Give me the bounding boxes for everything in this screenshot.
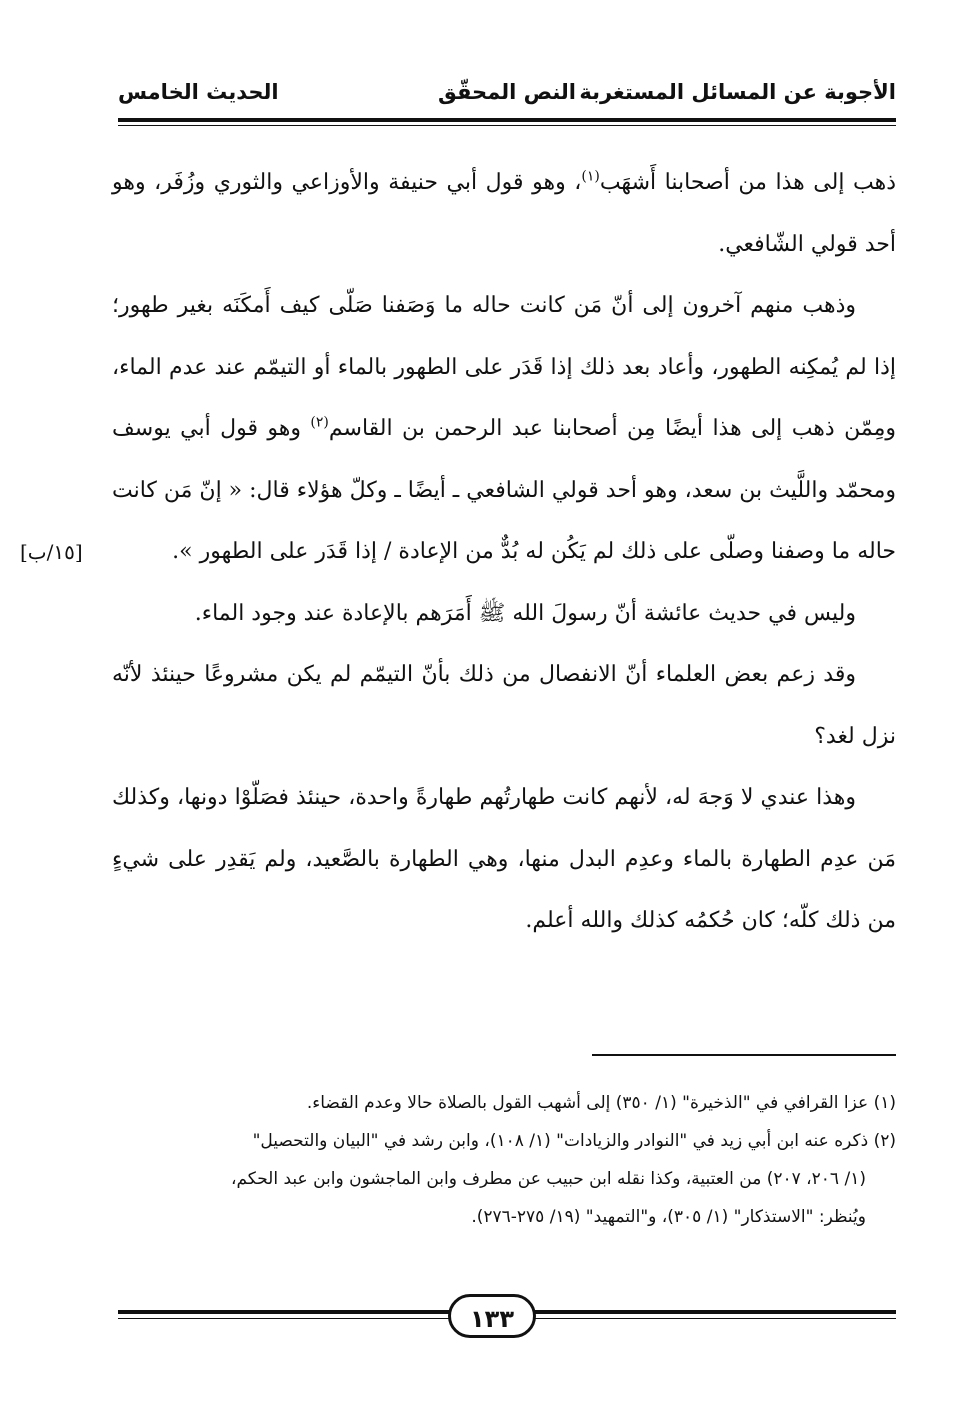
header-rule-thick	[118, 118, 896, 122]
paragraph-2	[112, 275, 896, 583]
p2-text-b: وهو قول أبي يوسف ومحمّد واللَّيث بن سعد، وهو أحد قولي الشافعي ـ أيضًا ـ وكلّ هؤلاء قال: « إنّ مَن كانت حاله ما وصفنا وصلّى على ذلك لم يَكُن له بُدٌّ من الإعادة / إذا قَدَر على الطهور ».	[112, 416, 896, 564]
chapter-title: الحديث الخامس	[118, 80, 279, 104]
footnote-ref-1[interactable]: (١)	[581, 168, 600, 185]
main-text	[112, 152, 896, 952]
p1-text-b: ، وهو قول أبي حنيفة والأوزاعي والثوري وزُفَر، وهو أحد قولي الشّافعي.	[112, 170, 896, 257]
folio-marker: [١٥/ب]	[20, 540, 83, 564]
footnote-1: (١) عزا القرافي في "الذخيرة" (١/ ٣٥٠) إلى أشهب القول بالصلاة حالا وعدم القضاء.	[306, 1093, 896, 1113]
header-rule-thin	[118, 125, 896, 126]
paragraph-5: وهذا عندي لا وَجهَ له، لأنهم كانت طهارتُهم طهارةً واحدة، حينئذ فصَلّوْا دونها، وكذلك مَن عدِم الطهارة بالماء وعدِم البدل منها، وهي الطهارة بالصَّعيد، ولم يَقدِر على شيءٍ من ذلك كلّه؛ كان حُكمُه كذلك والله أعلم.	[112, 785, 896, 933]
footnote-2-line-3: ويُنظر: "الاستذكار" (١/ ٣٠٥)، و"التمهيد" (١٩/ ٢٧٥-٢٧٦).	[471, 1207, 866, 1227]
section-title: النص المحقّق	[438, 80, 576, 104]
page-number: ١٣٣	[448, 1294, 536, 1338]
footnote-ref-2[interactable]: (٢)	[310, 414, 329, 431]
paragraph-1	[112, 152, 896, 275]
paragraph-3: وليس في حديث عائشة أنّ رسولَ الله ﷺ أَمَرَهم بالإعادة عند وجود الماء.	[194, 600, 856, 626]
paragraph-4: وقد زعم بعض العلماء أنّ الانفصال من ذلك بأنّ التيمّم لم يكن مشروعًا حينئذ لأنّه نزل لغد؟	[112, 662, 896, 749]
footnote-2-line-1: (٢) ذكره عنه ابن أبي زيد في "النوادر والزيادات" (١/ ١٠٨)، وابن رشد في "البيان والتحصيل"	[252, 1131, 896, 1151]
p1-text-a: ذهب إلى هذا من أصحابنا أَشهَب	[599, 170, 896, 195]
footnote-2-line-2: (١/ ٢٠٦، ٢٠٧) من العتبية، وكذا نقله ابن حبيب عن مطرف وابن الماجشون وابن عبد الحكم،	[231, 1169, 866, 1189]
footnote-separator	[592, 1054, 896, 1056]
book-title: الأجوبة عن المسائل المستغربة	[579, 80, 896, 104]
footnotes	[118, 1084, 896, 1236]
running-header	[118, 80, 896, 110]
p2-text-a: وذهب منهم آخرون إلى أنّ مَن كانت حاله ما وَصَفنا صَلّى كيف أَمكَنَه بغير طهور؛ إذا لم يُمكِنه الطهور، وأعاد بعد ذلك إذا قَدَر على الطهور بالماء أو التيمّم عند عدم الماء، ومِمّن ذهب إلى هذا أيضًا مِن أصحابنا عبد الرحمن بن القاسم	[112, 293, 896, 441]
